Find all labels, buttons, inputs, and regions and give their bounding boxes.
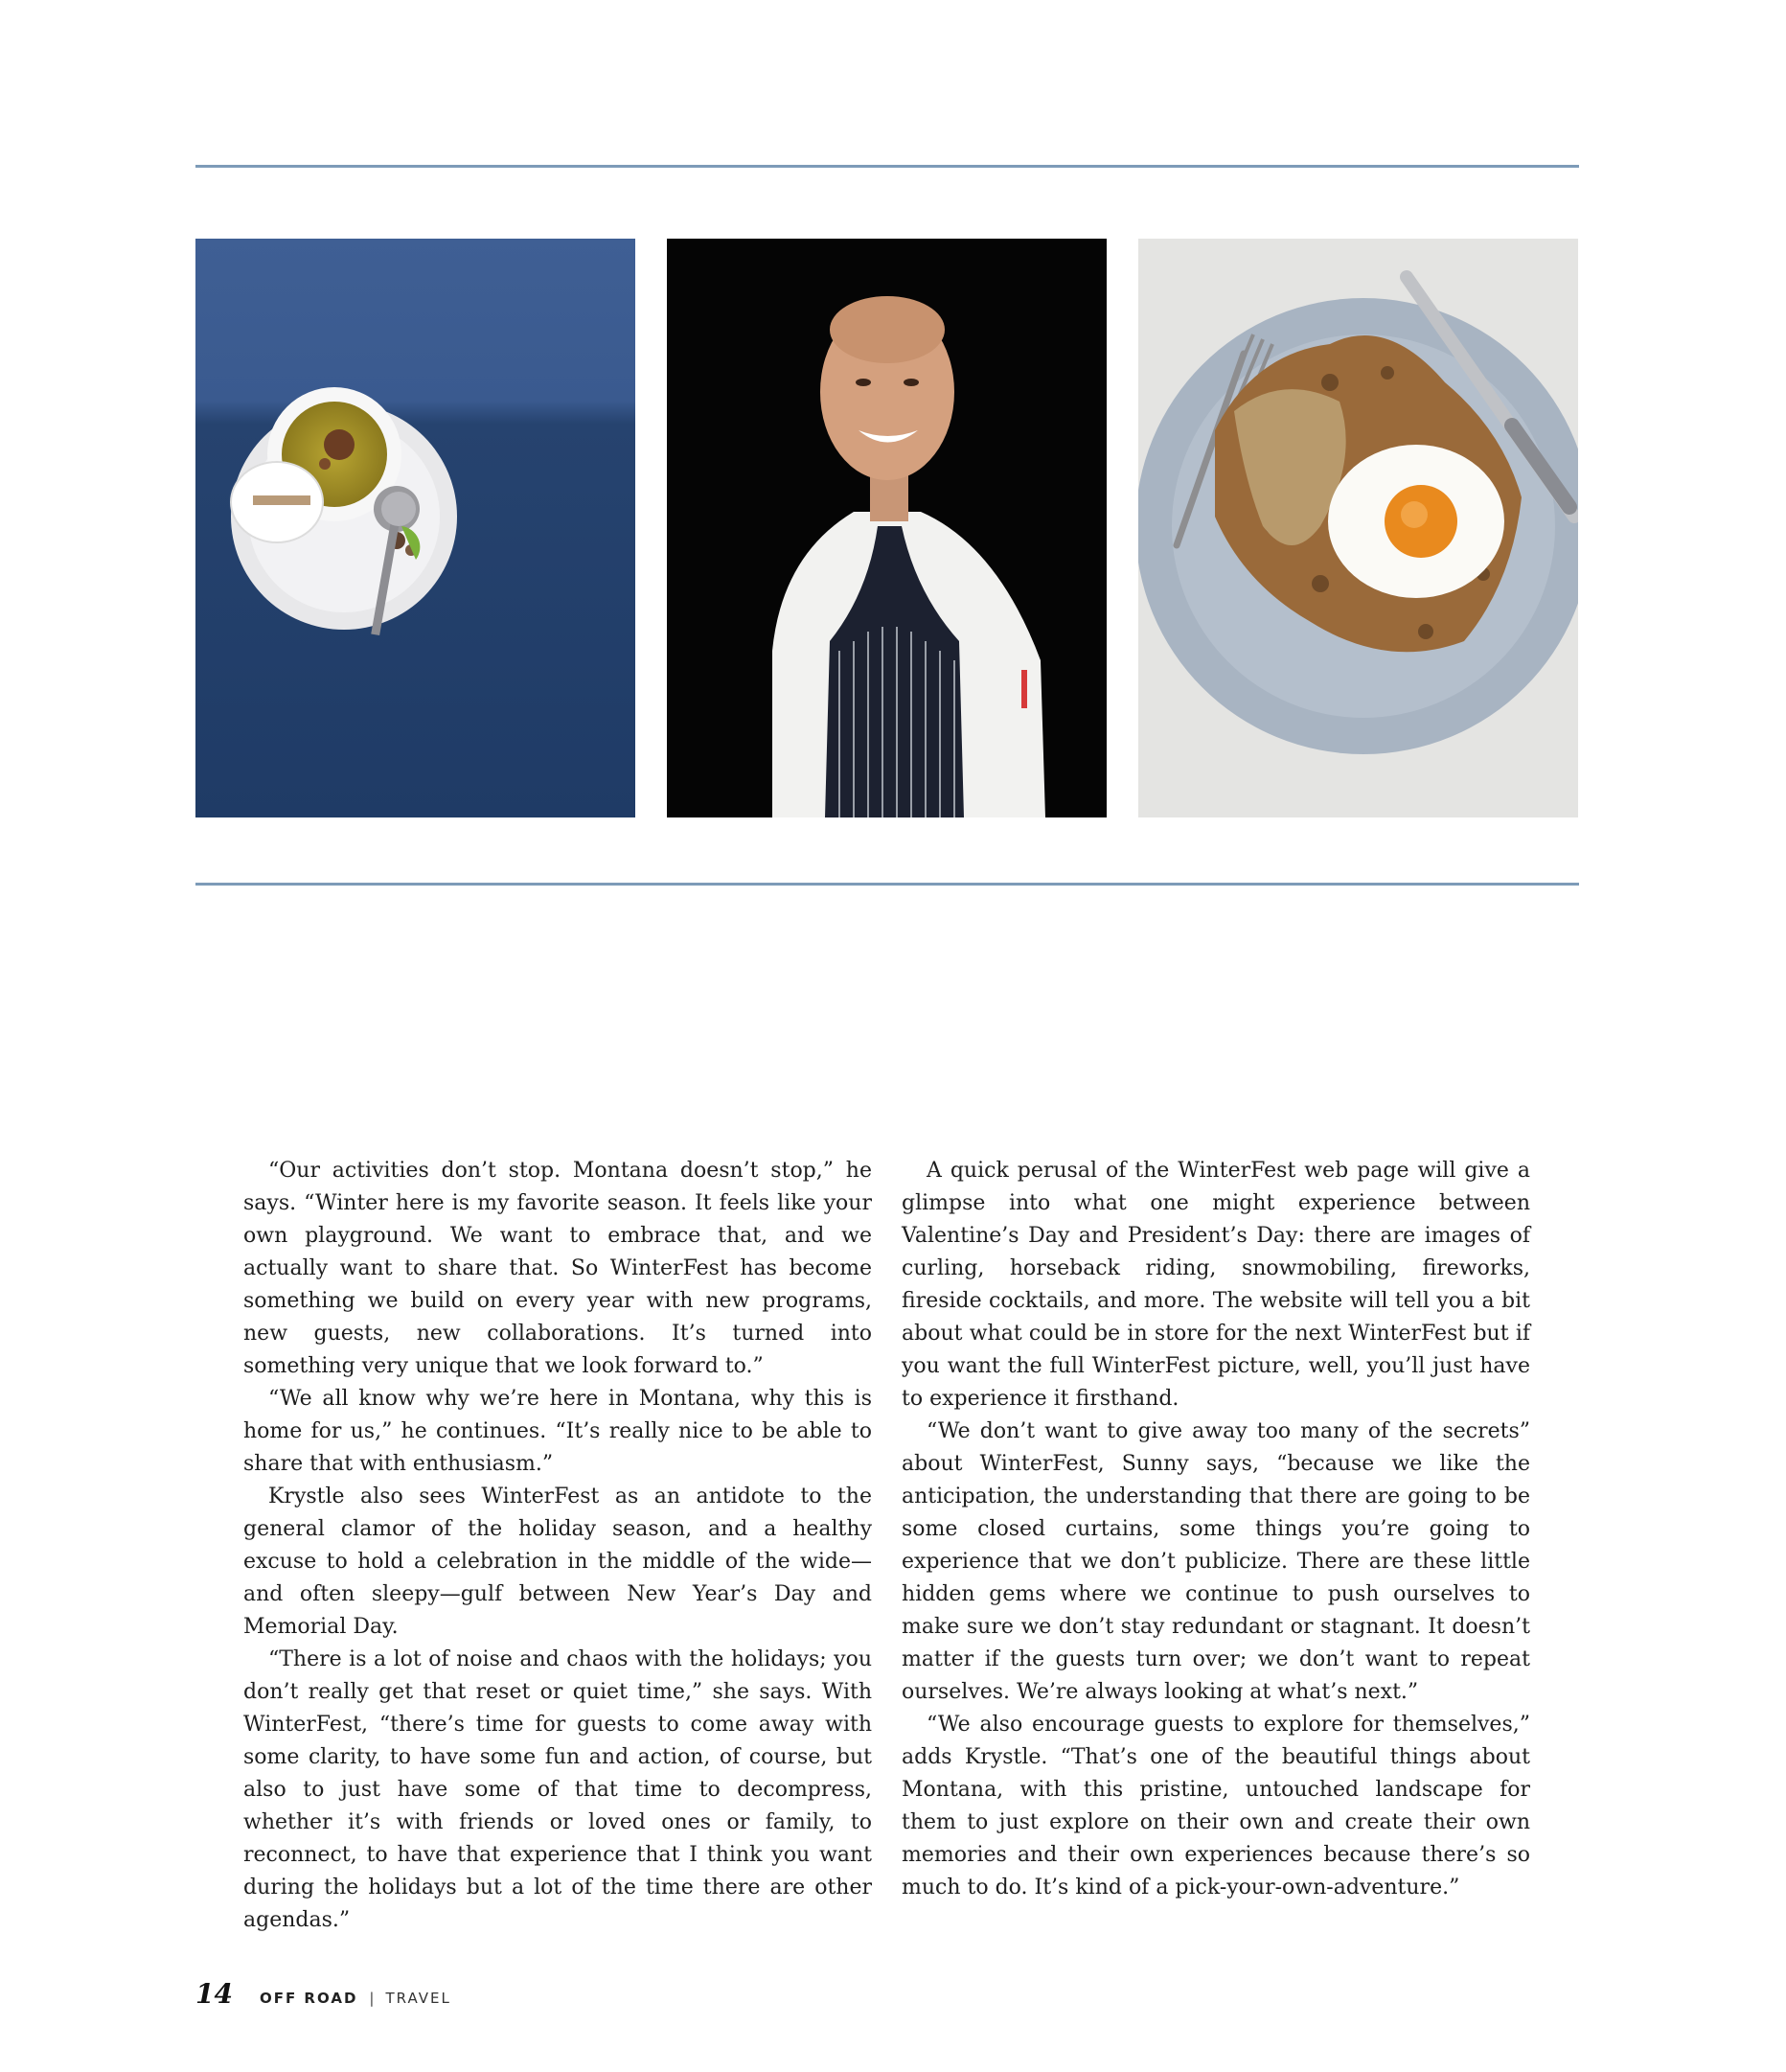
paragraph: “Our activities don’t stop. Montana doesn’t stop,” he says. “Winter here is my favorite season. It feels like your own playground. We want to embrace that, and we actually want to share that. So WinterFest has become something we build on every year with new programs, new guests, new collaborations. It’s turned into something very unique that we look forward to.” xyxy=(243,1159,872,1378)
paragraph: “We also encourage guests to explore for themselves,” adds Krystle. “That’s one of the beautiful things about Montana, with this pristine, untouched landscape for them to just explore on their own and create their own memories and their own experiences because there’s so much to do. It’s kind of a pick-your-own-adventure.” xyxy=(902,1713,1530,1899)
chef-portrait-photo xyxy=(667,239,1107,817)
magazine-name: OFF ROAD xyxy=(259,1990,358,2007)
article-left-column xyxy=(243,1155,872,1937)
paragraph: A quick perusal of the WinterFest web page will give a glimpse into what one might experience between Valentine’s Day and President’s Day: there are images of curling, horseback riding, snowmobiling, fireworks, fireside cocktails, and more. The website will tell you a bit about what could be in store for the next WinterFest but if you want the full WinterFest picture, well, you’ll just have to experience it firsthand. xyxy=(902,1159,1530,1411)
page-footer xyxy=(195,1978,451,2010)
fried-egg-dish-photo xyxy=(1138,239,1578,817)
top-rule xyxy=(195,165,1579,168)
paragraph: “We all know why we’re here in Montana, why this is home for us,” he continues. “It’s really nice to be able to share that with enthusiasm.” xyxy=(243,1387,872,1476)
paragraph: “There is a lot of noise and chaos with the holidays; you don’t really get that reset or quiet time,” she says. With WinterFest, “there’s time for guests to come away with some clarity, to have some fun and action, of course, but also to just have some of that time to decompress, whether it’s with friends or loved ones or family, to reconnect, to have that experience that I think you want during the holidays but a lot of the time there are other agendas.” xyxy=(243,1647,872,1932)
article-right-column xyxy=(902,1155,1530,1904)
page-number: 14 xyxy=(195,1978,233,2010)
soup-bowl-photo xyxy=(195,239,635,817)
section-name: TRAVEL xyxy=(385,1990,451,2007)
paragraph: Krystle also sees WinterFest as an antidote to the general clamor of the holiday season, and a healthy excuse to hold a celebration in the middle of the wide—and often sleepy—gulf between New Year’s Day and Memorial Day. xyxy=(243,1485,872,1639)
footer-divider: | xyxy=(369,1990,375,2007)
bottom-rule xyxy=(195,883,1579,886)
paragraph: “We don’t want to give away too many of the secrets” about WinterFest, Sunny says, “because we like the anticipation, the understanding that there are going to be some closed curtains, some things you’re going to experience that we don’t publicize. There are these little hidden gems where we continue to push ourselves to make sure we don’t stay redundant or stagnant. It doesn’t matter if the guests turn over; we don’t want to repeat ourselves. We’re always looking at what’s next.” xyxy=(902,1419,1530,1704)
